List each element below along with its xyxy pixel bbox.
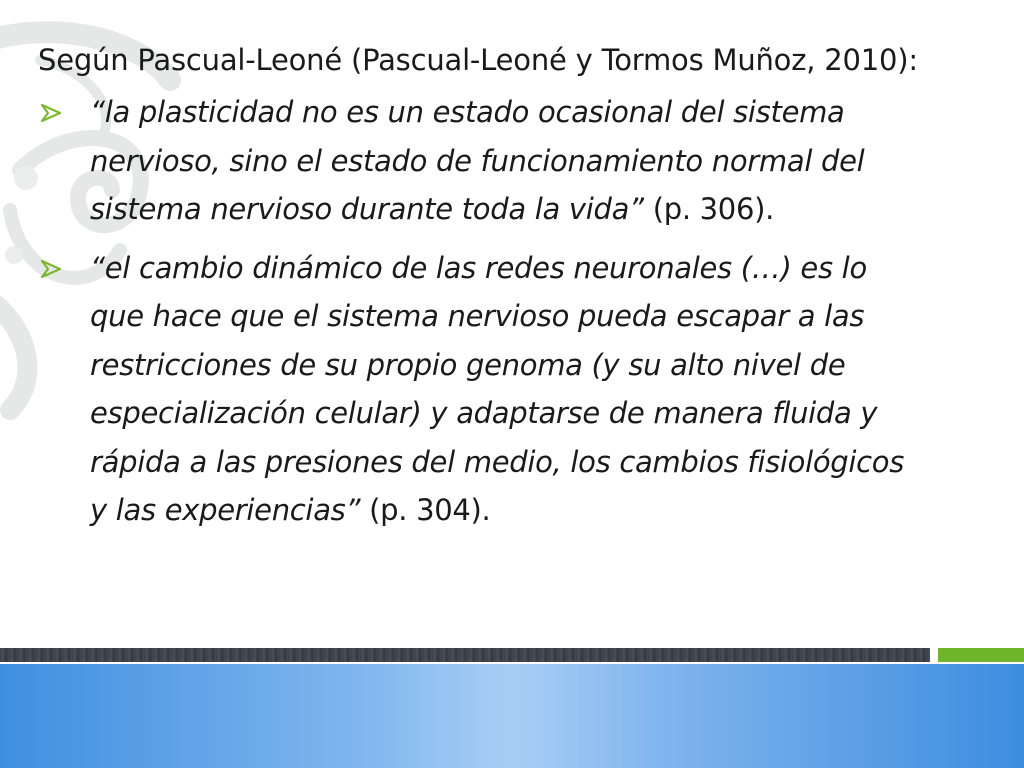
bullet-quote: “el cambio dinámico de las redes neuronales (…) es lo que hace que el sistema nervioso pueda escapar a las restricciones de su propio genoma (y su alto nivel de especialización celular) y adaptarse de manera fluida y rápida a las presiones del medio, los cambios fisiológicos y las experiencias”	[90, 250, 905, 527]
divider-bar	[0, 648, 930, 662]
arrow-bullet-icon	[40, 103, 64, 123]
slide-content	[38, 38, 928, 545]
bullet-item	[38, 244, 928, 535]
bullet-citation: (p. 306).	[643, 192, 775, 226]
bullet-item	[38, 88, 928, 234]
arrow-bullet-icon	[40, 259, 64, 279]
bullet-citation: (p. 304).	[360, 493, 491, 527]
footer-band	[0, 664, 1024, 768]
intro-text: Según Pascual-Leoné (Pascual-Leoné y Tormos Muñoz, 2010):	[38, 43, 918, 77]
bullet-quote: “la plasticidad no es un estado ocasional del sistema nervioso, sino el estado de funcionamiento normal del sistema nervioso durante toda la vida”	[90, 95, 865, 226]
accent-bar	[938, 648, 1024, 662]
